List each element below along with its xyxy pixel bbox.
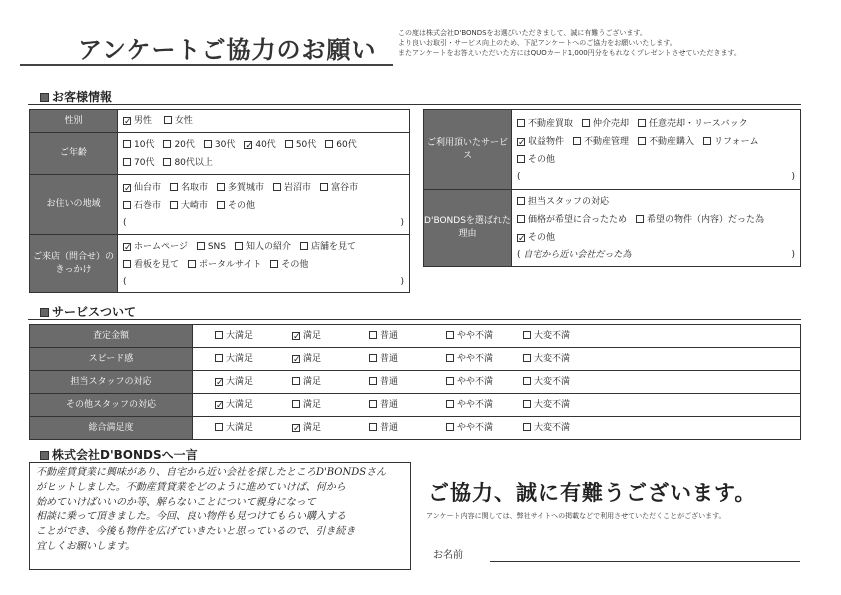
- comment-line: ことができ、今後も物件を広げていきたいと思っているので、引き続き: [36, 526, 356, 538]
- option-homepage[interactable]: ✓ホームページ: [123, 238, 188, 256]
- rating-option[interactable]: やや不満: [446, 327, 523, 345]
- rating-option[interactable]: 普通: [369, 350, 446, 368]
- checkbox-icon[interactable]: [123, 117, 131, 125]
- comment-line: 宜しくお願いします。: [36, 540, 136, 552]
- rating-option[interactable]: ✓ 満足: [292, 419, 369, 437]
- checkbox-icon[interactable]: [217, 201, 225, 209]
- comment-line: 不動産賃貸業に興味があり、自宅から近い会社を探したところD'BONDSさん: [36, 467, 387, 478]
- checkbox-icon[interactable]: [446, 400, 454, 408]
- checkbox-icon[interactable]: [292, 424, 300, 432]
- usage-table: [423, 109, 801, 267]
- rating-option[interactable]: 大変不満: [523, 350, 600, 368]
- services-options: [512, 110, 801, 190]
- checkbox-icon[interactable]: [204, 140, 212, 148]
- checkbox-icon[interactable]: [123, 184, 131, 192]
- title-underline: [20, 64, 393, 66]
- checkbox-icon[interactable]: [170, 201, 178, 209]
- option-age-80[interactable]: 80代以上: [163, 154, 212, 172]
- rating-label: スピード感: [30, 348, 193, 371]
- rating-option[interactable]: 普通: [369, 373, 446, 391]
- gender-label: 性別: [30, 110, 118, 133]
- checkbox-icon[interactable]: [235, 242, 243, 250]
- rating-option[interactable]: ✓ 大満足: [215, 373, 292, 391]
- option-staff[interactable]: 担当スタッフの対応: [517, 193, 609, 211]
- services-label: ご利用頂いたサービス: [424, 110, 512, 190]
- checkbox-icon[interactable]: [523, 377, 531, 385]
- rating-row: [30, 417, 801, 440]
- option-sendai[interactable]: ✓仙台市: [123, 179, 161, 197]
- checkbox-icon[interactable]: [523, 400, 531, 408]
- rating-label: 担当スタッフの対応: [30, 371, 193, 394]
- service-rating-table: [29, 324, 801, 440]
- rating-option[interactable]: 満足: [292, 396, 369, 414]
- checkbox-icon[interactable]: [164, 116, 172, 124]
- checkbox-icon[interactable]: [517, 234, 525, 242]
- option-referral[interactable]: 知人の紹介: [235, 238, 291, 256]
- option-ishinomaki[interactable]: 石巻市: [123, 197, 161, 215]
- rating-option[interactable]: 大変不満: [523, 396, 600, 414]
- rating-option[interactable]: 大変不満: [523, 327, 600, 345]
- checkbox-icon[interactable]: [446, 377, 454, 385]
- checkbox-icon[interactable]: [123, 243, 131, 251]
- option-store[interactable]: 店舗を見て: [300, 238, 356, 256]
- trigger-options: [118, 235, 410, 293]
- name-label: お名前: [433, 550, 463, 561]
- section-divider: [28, 319, 801, 320]
- rating-option[interactable]: ✓ 満足: [292, 350, 369, 368]
- checkbox-icon[interactable]: [446, 423, 454, 431]
- rating-option[interactable]: ✓ 大満足: [215, 396, 292, 414]
- option-iwanuma[interactable]: 岩沼市: [273, 179, 311, 197]
- rating-options: [193, 394, 801, 417]
- rating-options: [193, 417, 801, 440]
- checkbox-icon[interactable]: [325, 140, 333, 148]
- checkbox-icon[interactable]: [517, 138, 525, 146]
- checkbox-icon[interactable]: [215, 354, 223, 362]
- checkbox-icon[interactable]: [369, 331, 377, 339]
- rating-label: 査定金額: [30, 325, 193, 348]
- checkbox-icon[interactable]: [197, 242, 205, 250]
- rating-option[interactable]: やや不満: [446, 373, 523, 391]
- rating-option[interactable]: やや不満: [446, 350, 523, 368]
- trigger-other-field[interactable]: ( ): [123, 276, 404, 287]
- checkbox-icon[interactable]: [523, 331, 531, 339]
- option-signboard[interactable]: 看板を見て: [123, 256, 179, 274]
- option-osaki[interactable]: 大崎市: [170, 197, 208, 215]
- reason-row: [424, 190, 801, 267]
- checkbox-icon[interactable]: [123, 260, 131, 268]
- customer-info-table: [29, 109, 410, 293]
- rating-option[interactable]: 大満足: [215, 419, 292, 437]
- rating-option[interactable]: 普通: [369, 419, 446, 437]
- checkbox-icon[interactable]: [270, 260, 278, 268]
- option-age-10[interactable]: 10代: [123, 136, 154, 154]
- intro-text: [398, 28, 798, 58]
- option-management[interactable]: 不動産管理: [573, 133, 629, 151]
- service-section-heading: サービスついて: [40, 303, 136, 320]
- option-age-70[interactable]: 70代: [123, 154, 154, 172]
- area-row: [30, 175, 410, 235]
- rating-option[interactable]: 大変不満: [523, 373, 600, 391]
- trigger-row: [30, 235, 410, 293]
- rating-option[interactable]: 普通: [369, 327, 446, 345]
- name-field[interactable]: [490, 561, 800, 562]
- checkbox-icon[interactable]: [320, 183, 328, 191]
- area-other-field[interactable]: ( ): [123, 217, 404, 228]
- rating-option[interactable]: ✓ 満足: [292, 327, 369, 345]
- option-natori[interactable]: 名取市: [170, 179, 208, 197]
- rating-row: [30, 325, 801, 348]
- checkbox-icon[interactable]: [638, 119, 646, 127]
- option-price[interactable]: 価格が希望に合ったため: [517, 211, 627, 229]
- rating-row: [30, 348, 801, 371]
- checkbox-icon[interactable]: [123, 140, 131, 148]
- option-income-property[interactable]: ✓収益物件: [517, 133, 564, 151]
- checkbox-icon[interactable]: [215, 331, 223, 339]
- reason-label: D'BONDSを選ばれた理由: [424, 190, 512, 267]
- comment-section-heading: 株式会社D'BONDSへ一言: [40, 446, 198, 463]
- square-bullet-icon: [40, 451, 49, 460]
- rating-row: [30, 371, 801, 394]
- option-age-40[interactable]: ✓ 40代: [244, 136, 275, 154]
- checkbox-icon[interactable]: [215, 423, 223, 431]
- intro-line: またアンケートをお答えいただいた方にはQUOカード1,000円分をもれなくプレゼントさせていただきます。: [398, 49, 741, 57]
- option-service-other[interactable]: その他: [517, 151, 555, 169]
- comment-line: 始めていけばいいのか等、解らないことについて親身になって: [36, 496, 316, 508]
- checkbox-icon[interactable]: [163, 158, 171, 166]
- gender-row: [30, 110, 410, 133]
- services-row: [424, 110, 801, 190]
- option-portal[interactable]: ポータルサイト: [188, 256, 261, 274]
- reason-options: [512, 190, 801, 267]
- rating-option[interactable]: やや不満: [446, 396, 523, 414]
- rating-row: [30, 394, 801, 417]
- checkbox-icon[interactable]: [369, 423, 377, 431]
- rating-options: [193, 325, 801, 348]
- option-brokerage[interactable]: 仲介売却: [582, 115, 629, 133]
- option-tagajo[interactable]: 多賀城市: [217, 179, 264, 197]
- rating-option[interactable]: 普通: [369, 396, 446, 414]
- option-reason-other[interactable]: ✓その他: [517, 229, 555, 247]
- checkbox-icon[interactable]: [517, 155, 525, 163]
- option-male[interactable]: ✓ 男性: [123, 112, 152, 130]
- area-label: お住いの地域: [30, 175, 118, 235]
- checkbox-icon[interactable]: [523, 423, 531, 431]
- checkbox-icon[interactable]: [582, 119, 590, 127]
- option-leaseback[interactable]: 任意売却・リースバック: [638, 115, 748, 133]
- rating-options: [193, 348, 801, 371]
- option-female[interactable]: 女性: [164, 112, 193, 130]
- trigger-label: ご来店（問合せ）のきっかけ: [30, 235, 118, 293]
- checkbox-icon[interactable]: [446, 331, 454, 339]
- option-age-30[interactable]: 30代: [204, 136, 235, 154]
- option-area-other[interactable]: その他: [217, 197, 255, 215]
- survey-title: アンケートご協力のお願い: [78, 36, 377, 64]
- option-purchase[interactable]: 不動産購入: [638, 133, 694, 151]
- intro-line: この度は株式会社D'BONDSをお選びいただきまして、誠に有難うございます。: [398, 29, 647, 37]
- rating-label: 総合満足度: [30, 417, 193, 440]
- checkbox-icon[interactable]: [123, 201, 131, 209]
- checkbox-icon[interactable]: [517, 215, 525, 223]
- option-age-50[interactable]: 50代: [285, 136, 316, 154]
- checkbox-icon[interactable]: [292, 400, 300, 408]
- customer-section-heading: お客様情報: [40, 88, 112, 105]
- checkbox-icon[interactable]: [244, 141, 252, 149]
- checkbox-icon[interactable]: [573, 137, 581, 145]
- checkbox-icon[interactable]: [517, 197, 525, 205]
- comment-box[interactable]: [29, 462, 411, 570]
- checkbox-icon[interactable]: [215, 378, 223, 386]
- checkbox-icon[interactable]: [215, 401, 223, 409]
- reason-other-handwriting: 自宅から近い会社だった為: [523, 250, 632, 260]
- checkbox-icon[interactable]: [217, 183, 225, 191]
- section-divider: [28, 104, 801, 105]
- checkbox-icon[interactable]: [517, 119, 525, 127]
- thanks-message: ご協力、誠に有難うございます。: [428, 481, 757, 505]
- intro-line: より良いお取引・サービス向上のため、下記アンケートへのご協力をお願いいたします。: [398, 39, 677, 47]
- gender-options: [118, 110, 410, 133]
- rating-options: [193, 371, 801, 394]
- comment-line: 相談に乗って頂きました。今回、良い物件も見つけてもらい購入する: [36, 511, 346, 523]
- checkbox-icon[interactable]: [292, 377, 300, 385]
- checkbox-icon[interactable]: [523, 354, 531, 362]
- square-bullet-icon: [40, 308, 49, 317]
- age-row: [30, 133, 410, 175]
- checkbox-icon[interactable]: [636, 215, 644, 223]
- rating-label: その他スタッフの対応: [30, 394, 193, 417]
- square-bullet-icon: [40, 93, 49, 102]
- rating-option[interactable]: 大変不満: [523, 419, 600, 437]
- rating-option[interactable]: 大満足: [215, 350, 292, 368]
- checkbox-icon[interactable]: [170, 183, 178, 191]
- privacy-note: アンケート内容に関しては、弊社サイトへの掲載などで利用させていただくことがございます。: [426, 512, 726, 520]
- comment-line: がヒットしました。不動産賃貸業をどのように進めていけば、何から: [36, 481, 346, 493]
- reason-other-field[interactable]: ( 自宅から近い会社だった為 ): [517, 250, 795, 260]
- checkbox-icon[interactable]: [285, 140, 293, 148]
- rating-option[interactable]: やや不満: [446, 419, 523, 437]
- checkbox-icon[interactable]: [300, 242, 308, 250]
- checkbox-icon[interactable]: [638, 137, 646, 145]
- service-other-field[interactable]: ( ): [517, 171, 795, 182]
- rating-option[interactable]: 大満足: [215, 327, 292, 345]
- option-desired-property[interactable]: 希望の物件（内容）だった為: [636, 211, 764, 229]
- option-buyout[interactable]: 不動産買取: [517, 115, 573, 133]
- checkbox-icon[interactable]: [123, 158, 131, 166]
- option-age-20[interactable]: 20代: [163, 136, 194, 154]
- checkbox-icon[interactable]: [369, 400, 377, 408]
- checkbox-icon[interactable]: [273, 183, 281, 191]
- checkbox-icon[interactable]: [188, 260, 196, 268]
- option-sns[interactable]: SNS: [197, 238, 226, 256]
- age-label: ご年齢: [30, 133, 118, 175]
- option-age-60[interactable]: 60代: [325, 136, 356, 154]
- option-reform[interactable]: リフォーム: [703, 133, 759, 151]
- option-tomiya[interactable]: 富谷市: [320, 179, 358, 197]
- option-trigger-other[interactable]: その他: [270, 256, 308, 274]
- area-options: [118, 175, 410, 235]
- rating-rows: [30, 325, 801, 440]
- checkbox-icon[interactable]: [292, 355, 300, 363]
- checkbox-icon[interactable]: [163, 140, 171, 148]
- checkbox-icon[interactable]: [369, 377, 377, 385]
- rating-option[interactable]: 満足: [292, 373, 369, 391]
- checkbox-icon[interactable]: [446, 354, 454, 362]
- checkbox-icon[interactable]: [369, 354, 377, 362]
- checkbox-icon[interactable]: [703, 137, 711, 145]
- checkbox-icon[interactable]: [292, 332, 300, 340]
- age-options: [118, 133, 410, 175]
